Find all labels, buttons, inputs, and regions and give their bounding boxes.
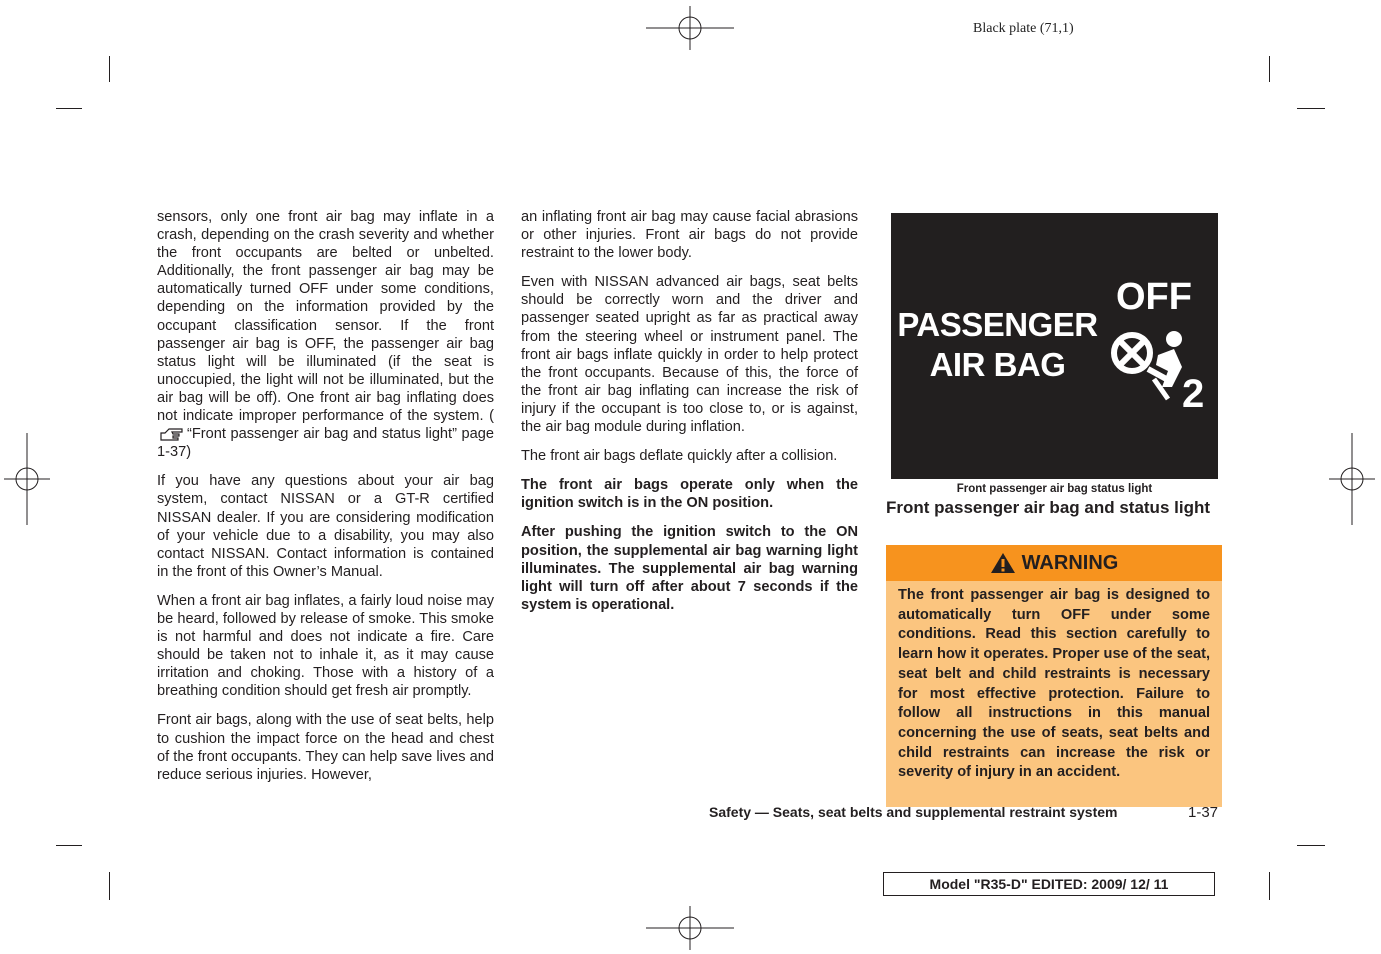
registration-mark-right xyxy=(1329,433,1375,525)
plate-label: Black plate (71,1) xyxy=(973,21,1074,36)
paragraph: an inflating front air bag may cause facial abrasions or other injuries. Front air bags do not provide restraint to the lower body. xyxy=(521,209,858,262)
warning-triangle-icon xyxy=(990,552,1016,574)
figure-caption: Front passenger air bag status light xyxy=(956,483,1153,495)
warning-text: The front passenger air bag is designed to automatically turn OFF under some conditions. Read this section carefully to learn how it operates. Proper use of the seat, seat belt and child restraints is necessary for most effective protection. Failure to follow all instructions in this manual concerning the use of seats, seat belts and child restraints can increase the risk or severity of injury in an accident. xyxy=(898,587,1210,781)
pointing-hand-icon xyxy=(159,426,185,442)
paragraph: When a front air bag inflates, a fairly loud noise may be heard, followed by release of smoke. This smoke is not harmful and does not indicate a fire. Care should be taken not to inhale it, as it may cause irritation and choking. Those with a history of a breathing condition should get fresh air promptly. xyxy=(157,592,494,700)
registration-mark-left xyxy=(4,433,50,525)
paragraph-bold: After pushing the ignition switch to the ON position, the supplemental air bag warning light illuminates. The supplemental air bag warning light will turn off after about 7 seconds if the system is operational. xyxy=(521,524,858,613)
warning-body xyxy=(886,581,1222,807)
figure-label: PASSENGER AIR BAG xyxy=(897,306,1098,383)
warning-header xyxy=(886,545,1222,581)
paragraph: The front air bags deflate quickly after a collision. xyxy=(521,448,838,465)
registration-mark-top xyxy=(644,6,736,50)
svg-text:2: 2 xyxy=(1182,372,1205,410)
paragraph-bold: The front air bags operate only when the ignition switch is in the ON position. xyxy=(521,477,858,512)
paragraph: sensors, only one front air bag may inflate in a crash, depending on the crash severity and whether the front occupants are belted or unbelted. Additionally, the front passenger air bag may be automatically turned OFF under some conditions, depending on the information provided by the occupant classification sensor. If the front passenger air bag is OFF, the passenger air bag status light will be illuminated (if the seat is unoccupied, the light will not be illuminated, but the air bag will be off). One front air bag inflating does not indicate improper performance of the system. (“Front passenger air bag and status light” page 1-37) xyxy=(157,209,494,461)
paragraph: If you have any questions about your air bag system, contact NISSAN or a GT-R certified NISSAN dealer. If you are considering modification of your vehicle due to a disability, you may also contact NISSAN. Contact information is contained in the front of this Owner’s Manual. xyxy=(157,473,494,580)
paragraph: Front air bags, along with the use of seat belts, help to cushion the impact force on the head and chest of the front occupants. They can help save lives and reduce serious injuries. However, xyxy=(157,712,494,783)
airbag-status-light-figure xyxy=(891,213,1218,479)
registration-mark-bottom xyxy=(644,906,736,950)
page-number: 1-37 xyxy=(1188,804,1219,821)
paragraph: Even with NISSAN advanced air bags, seat belts should be correctly worn and the driver and passenger seated upright as far as practical away from the steering wheel or instrument panel. The front air bags inflate quickly in order to help protect the front occupants. Because of this, the force of the front air bag inflating can increase the risk of injury if the occupant is too close to, or is against, the air bag module during inflation. xyxy=(521,274,858,436)
warning-title: WARNING xyxy=(1021,551,1119,574)
text-column-1 xyxy=(157,208,494,795)
section-heading: Front passenger air bag and status light xyxy=(886,498,1210,517)
text-column-2 xyxy=(521,208,858,625)
footer-section-title: Safety — Seats, seat belts and supplemental restraint system xyxy=(709,804,1118,820)
passenger-airbag-off-icon xyxy=(1110,325,1205,410)
model-edit-box: Model "R35-D" EDITED: 2009/ 12/ 11 xyxy=(883,872,1215,896)
figure-off-label: OFF xyxy=(1116,276,1192,318)
